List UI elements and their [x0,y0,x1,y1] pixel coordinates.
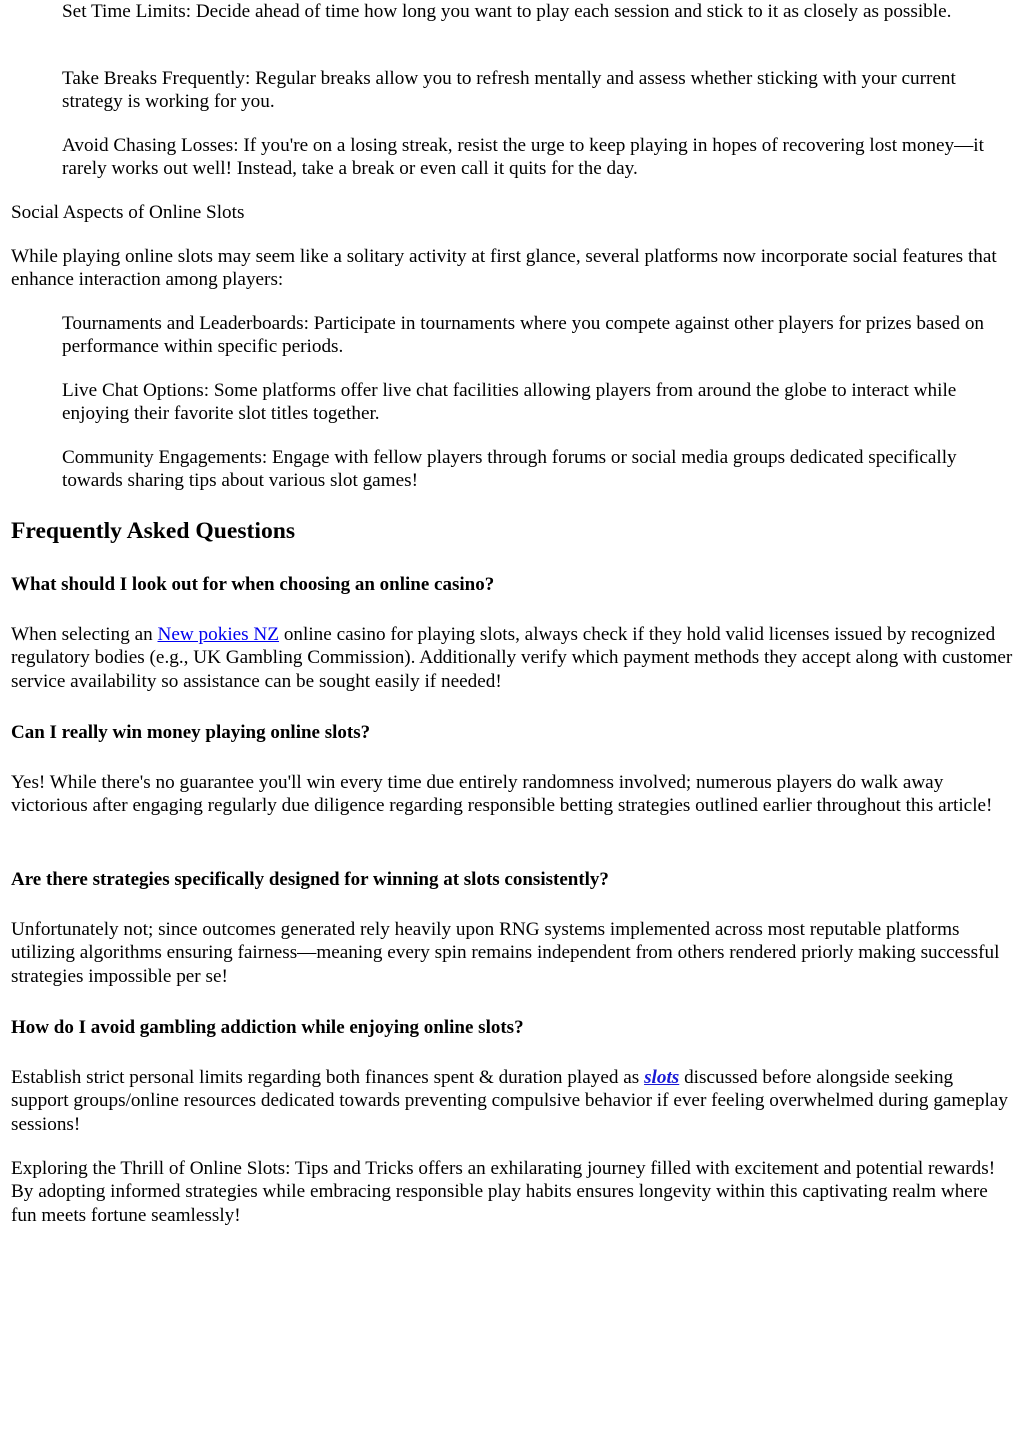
faq-answer-1-after: online casino for playing slots, always check if they hold valid licenses issued by recognized regulatory bodies (e.g., UK Gambling Commission). Additionally verify which payment methods they accept along with customer service availability so assistance can be sought easily if needed! [11,624,1013,692]
list-item-time-limits: Set Time Limits: Decide ahead of time how long you want to play each session and stick to it as closely as possible. [62,1,952,22]
faq-question-3: Are there strategies specifically designed for winning at slots consistently? [11,869,609,890]
faq-question-2: Can I really win money playing online slots? [11,722,371,743]
list-item-tournaments: Tournaments and Leaderboards: Participate in tournaments where you compete against other players for prizes based on performance within specific periods. [62,313,985,358]
social-heading: Social Aspects of Online Slots [11,202,245,223]
list-item-community: Community Engagements: Engage with fellow players through forums or social media groups dedicated specifically towards sharing tips about various slot games! [62,447,957,492]
list-item-live-chat: Live Chat Options: Some platforms offer live chat facilities allowing players from around the globe to interact while enjoying their favorite slot titles together. [62,380,957,425]
faq-answer-4 [11,1066,1014,1136]
slots-link[interactable]: slots [644,1067,680,1088]
social-intro: While playing online slots may seem like a solitary activity at first glance, several platforms now incorporate social features that enhance interaction among players: [11,246,997,291]
faq-answer-1 [11,623,1014,693]
faq-answer-2: Yes! While there's no guarantee you'll win every time due entirely randomness involved; numerous players do walk away victorious after engaging regularly due diligence regarding responsible betting strategies outlined earlier throughout this article! [11,772,993,817]
list-item-take-breaks: Take Breaks Frequently: Regular breaks allow you to refresh mentally and assess whether sticking with your current strategy is working for you. [62,68,956,113]
list-item-avoid-chasing: Avoid Chasing Losses: If you're on a losing streak, resist the urge to keep playing in hopes of recovering lost money—it rarely works out well! Instead, take a break or even call it quits for the day. [62,135,984,180]
faq-question-4: How do I avoid gambling addiction while enjoying online slots? [11,1017,524,1038]
faq-title: Frequently Asked Questions [11,518,296,544]
faq-answer-3: Unfortunately not; since outcomes generated rely heavily upon RNG systems implemented across most reputable platforms utilizing algorithms ensuring fairness—meaning every spin remains independent from others rendered priorly making successful strategies impossible per se! [11,919,1000,987]
faq-question-1: What should I look out for when choosing an online casino? [11,574,495,595]
conclusion-paragraph: Exploring the Thrill of Online Slots: Tips and Tricks offers an exhilarating journey filled with excitement and potential rewards! By adopting informed strategies while embracing responsible play habits ensures longevity within this captivating realm where fun meets fortune seamlessly! [11,1158,996,1226]
faq-answer-4-after: discussed before alongside seeking support groups/online resources dedicated towards preventing compulsive behavior if ever feeling overwhelmed during gameplay sessions! [11,1067,1008,1135]
faq-answer-4-before: Establish strict personal limits regarding both finances spent & duration played as [11,1067,645,1088]
faq-answer-1-before: When selecting an [11,624,158,645]
new-pokies-link[interactable]: New pokies NZ [157,624,280,645]
